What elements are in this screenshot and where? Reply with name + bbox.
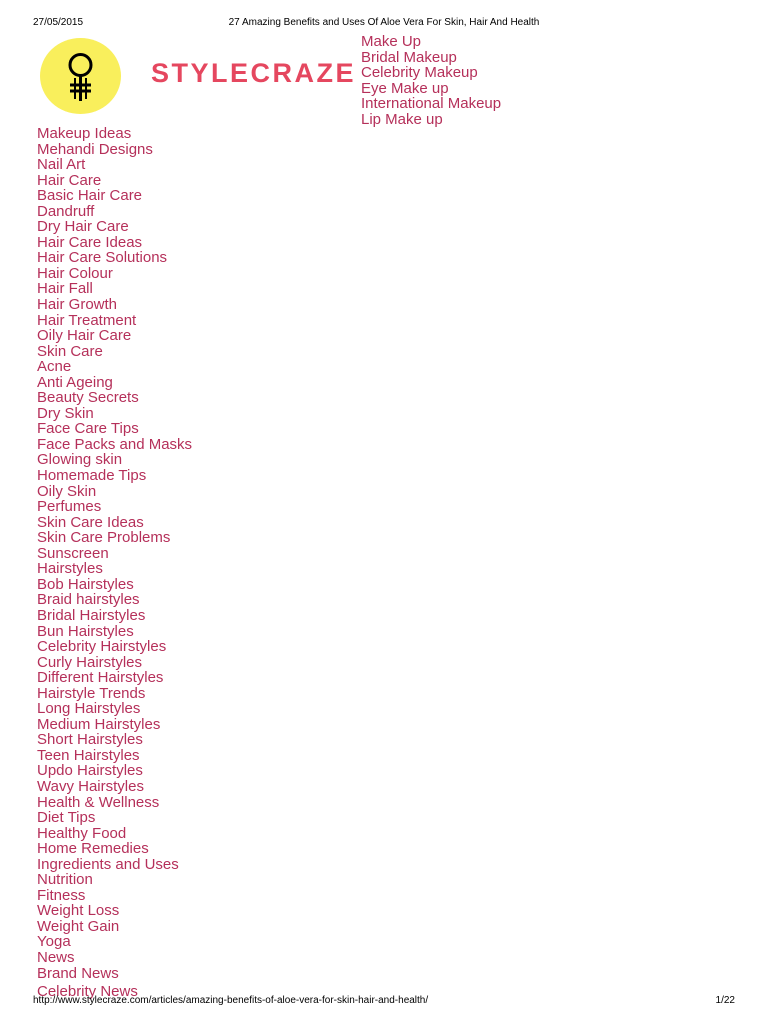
menu-item — [37, 235, 192, 251]
menu-link[interactable]: Anti Ageing — [37, 373, 113, 391]
menu-link[interactable]: Celebrity Hairstyles — [37, 638, 167, 656]
menu-item — [37, 888, 192, 904]
menu-link[interactable]: Dandruff — [37, 202, 95, 220]
menu-item — [37, 313, 192, 329]
menu-item — [37, 484, 192, 500]
menu-item — [37, 872, 192, 888]
menu-item — [37, 530, 192, 546]
menu-item — [37, 655, 192, 671]
menu-item — [37, 437, 192, 453]
menu-link[interactable]: Dry Hair Care — [37, 218, 129, 236]
menu-item — [37, 577, 192, 593]
menu-link[interactable]: Weight Gain — [37, 917, 120, 935]
menu-link[interactable]: Diet Tips — [37, 809, 96, 827]
menu-link[interactable]: Yoga — [37, 933, 71, 951]
submenu-item — [361, 34, 501, 50]
menu-link[interactable]: Curly Hairstyles — [37, 653, 143, 671]
menu-link[interactable]: Hair Growth — [37, 296, 118, 314]
menu-link[interactable]: Dry Skin — [37, 404, 94, 422]
menu-item — [37, 219, 192, 235]
menu-item — [37, 390, 192, 406]
menu-link[interactable]: Nail Art — [37, 156, 86, 174]
menu-item — [37, 779, 192, 795]
print-date: 27/05/2015 — [33, 17, 84, 28]
menu-link[interactable]: Skin Care Ideas — [37, 513, 144, 531]
menu-link[interactable]: Braid hairstyles — [37, 591, 140, 609]
menu-item — [37, 157, 192, 173]
menu-item — [37, 841, 192, 857]
menu-item — [37, 515, 192, 531]
submenu-link[interactable]: Lip Make up — [361, 110, 443, 128]
menu-item — [37, 670, 192, 686]
menu-item — [37, 406, 192, 422]
menu-link[interactable]: Healthy Food — [37, 824, 127, 842]
menu-item — [37, 297, 192, 313]
submenu-item — [361, 81, 501, 97]
menu-link[interactable]: Bob Hairstyles — [37, 575, 134, 593]
menu-item — [37, 344, 192, 360]
menu-link[interactable]: Sunscreen — [37, 544, 109, 562]
menu-link[interactable]: Hair Fall — [37, 280, 93, 298]
menu-item — [37, 810, 192, 826]
menu-link[interactable]: Oily Skin — [37, 482, 97, 500]
menu-link[interactable]: Wavy Hairstyles — [37, 777, 144, 795]
menu-link[interactable]: Skin Care Problems — [37, 529, 171, 547]
submenu-link[interactable]: Make Up — [361, 33, 422, 50]
menu-item — [37, 173, 192, 189]
submenu-link[interactable]: Eye Make up — [361, 79, 449, 97]
menu-link[interactable]: Beauty Secrets — [37, 389, 139, 407]
menu-item — [37, 763, 192, 779]
clipped-menu-item-label: Celebrity News — [37, 983, 138, 1000]
menu-link[interactable]: Mehandi Designs — [37, 140, 153, 158]
menu-link[interactable]: Weight Loss — [37, 902, 120, 920]
menu-item — [37, 934, 192, 950]
menu-link[interactable]: Face Packs and Masks — [37, 435, 193, 453]
menu-item — [37, 717, 192, 733]
female-symbol-icon — [40, 38, 121, 114]
menu-link[interactable]: Ingredients and Uses — [37, 855, 179, 873]
menu-link[interactable]: News — [37, 948, 75, 966]
menu-item — [37, 966, 192, 982]
menu-link[interactable]: Hair Care — [37, 171, 102, 189]
menu-item — [37, 375, 192, 391]
submenu-link[interactable]: International Makeup — [361, 95, 502, 113]
menu-link[interactable]: Hair Treatment — [37, 311, 137, 329]
menu-link[interactable]: Hair Colour — [37, 264, 113, 282]
submenu-link[interactable]: Bridal Makeup — [361, 48, 457, 66]
menu-link[interactable]: Acne — [37, 358, 72, 376]
menu-item — [37, 499, 192, 515]
submenu-item — [361, 50, 501, 66]
menu-link[interactable]: Glowing skin — [37, 451, 123, 469]
menu-link[interactable]: Short Hairstyles — [37, 731, 143, 749]
menu-link[interactable]: Different Hairstyles — [37, 669, 164, 687]
menu-link[interactable]: Basic Hair Care — [37, 187, 143, 205]
brand-wordmark[interactable]: STYLECRAZE — [151, 58, 357, 88]
makeup-submenu — [361, 34, 501, 127]
menu-item — [37, 795, 192, 811]
menu-link[interactable]: Skin Care — [37, 342, 103, 360]
menu-item — [37, 748, 192, 764]
menu-item — [37, 639, 192, 655]
menu-item — [37, 732, 192, 748]
menu-item — [37, 826, 192, 842]
menu-item — [37, 142, 192, 158]
menu-item — [37, 421, 192, 437]
menu-item — [37, 188, 192, 204]
menu-item — [37, 592, 192, 608]
menu-link[interactable]: Hair Care Ideas — [37, 233, 143, 251]
menu-link[interactable]: Makeup Ideas — [37, 125, 132, 142]
menu-link[interactable]: Home Remedies — [37, 840, 149, 858]
menu-item — [37, 919, 192, 935]
menu-item — [37, 328, 192, 344]
menu-link[interactable]: Bun Hairstyles — [37, 622, 134, 640]
menu-link[interactable]: Nutrition — [37, 871, 93, 889]
menu-item — [37, 546, 192, 562]
menu-item — [37, 281, 192, 297]
main-category-menu — [37, 126, 192, 981]
clipped-menu-item[interactable] — [37, 983, 237, 1000]
menu-item — [37, 266, 192, 282]
menu-item — [37, 857, 192, 873]
submenu-item — [361, 96, 501, 112]
menu-item — [37, 126, 192, 142]
menu-link[interactable]: Face Care Tips — [37, 420, 139, 438]
menu-item — [37, 608, 192, 624]
menu-item — [37, 359, 192, 375]
menu-item — [37, 624, 192, 640]
menu-link[interactable]: Long Hairstyles — [37, 700, 141, 718]
menu-link[interactable]: Hair Care Solutions — [37, 249, 168, 267]
menu-item — [37, 204, 192, 220]
menu-link[interactable]: Homemade Tips — [37, 467, 147, 485]
menu-item — [37, 701, 192, 717]
menu-link[interactable]: Oily Hair Care — [37, 327, 132, 345]
print-source-url: http://www.stylecraze.com/articles/amazing-benefits-of-aloe-vera-for-skin-hair-and-health/ — [33, 995, 429, 1006]
menu-link[interactable]: Hairstyle Trends — [37, 684, 146, 702]
menu-link[interactable]: Teen Hairstyles — [37, 746, 140, 764]
menu-link[interactable]: Perfumes — [37, 498, 102, 516]
submenu-item — [361, 112, 501, 128]
menu-link[interactable]: Health & Wellness — [37, 793, 160, 811]
menu-link[interactable]: Updo Hairstyles — [37, 762, 143, 780]
menu-item — [37, 903, 192, 919]
menu-link[interactable]: Fitness — [37, 886, 86, 904]
menu-link[interactable]: Hairstyles — [37, 560, 103, 578]
menu-item — [37, 250, 192, 266]
menu-item — [37, 561, 192, 577]
print-page-number: 1/22 — [715, 995, 735, 1006]
menu-item — [37, 468, 192, 484]
print-page-title: 27 Amazing Benefits and Uses Of Aloe Vera For Skin, Hair And Health — [228, 17, 540, 28]
menu-item — [37, 686, 192, 702]
logo-badge[interactable] — [40, 38, 121, 114]
menu-link[interactable]: Medium Hairstyles — [37, 715, 161, 733]
submenu-link[interactable]: Celebrity Makeup — [361, 64, 478, 82]
submenu-item — [361, 65, 501, 81]
menu-item — [37, 452, 192, 468]
menu-link[interactable]: Bridal Hairstyles — [37, 606, 146, 624]
menu-link[interactable]: Brand News — [37, 964, 119, 982]
menu-item — [37, 950, 192, 966]
